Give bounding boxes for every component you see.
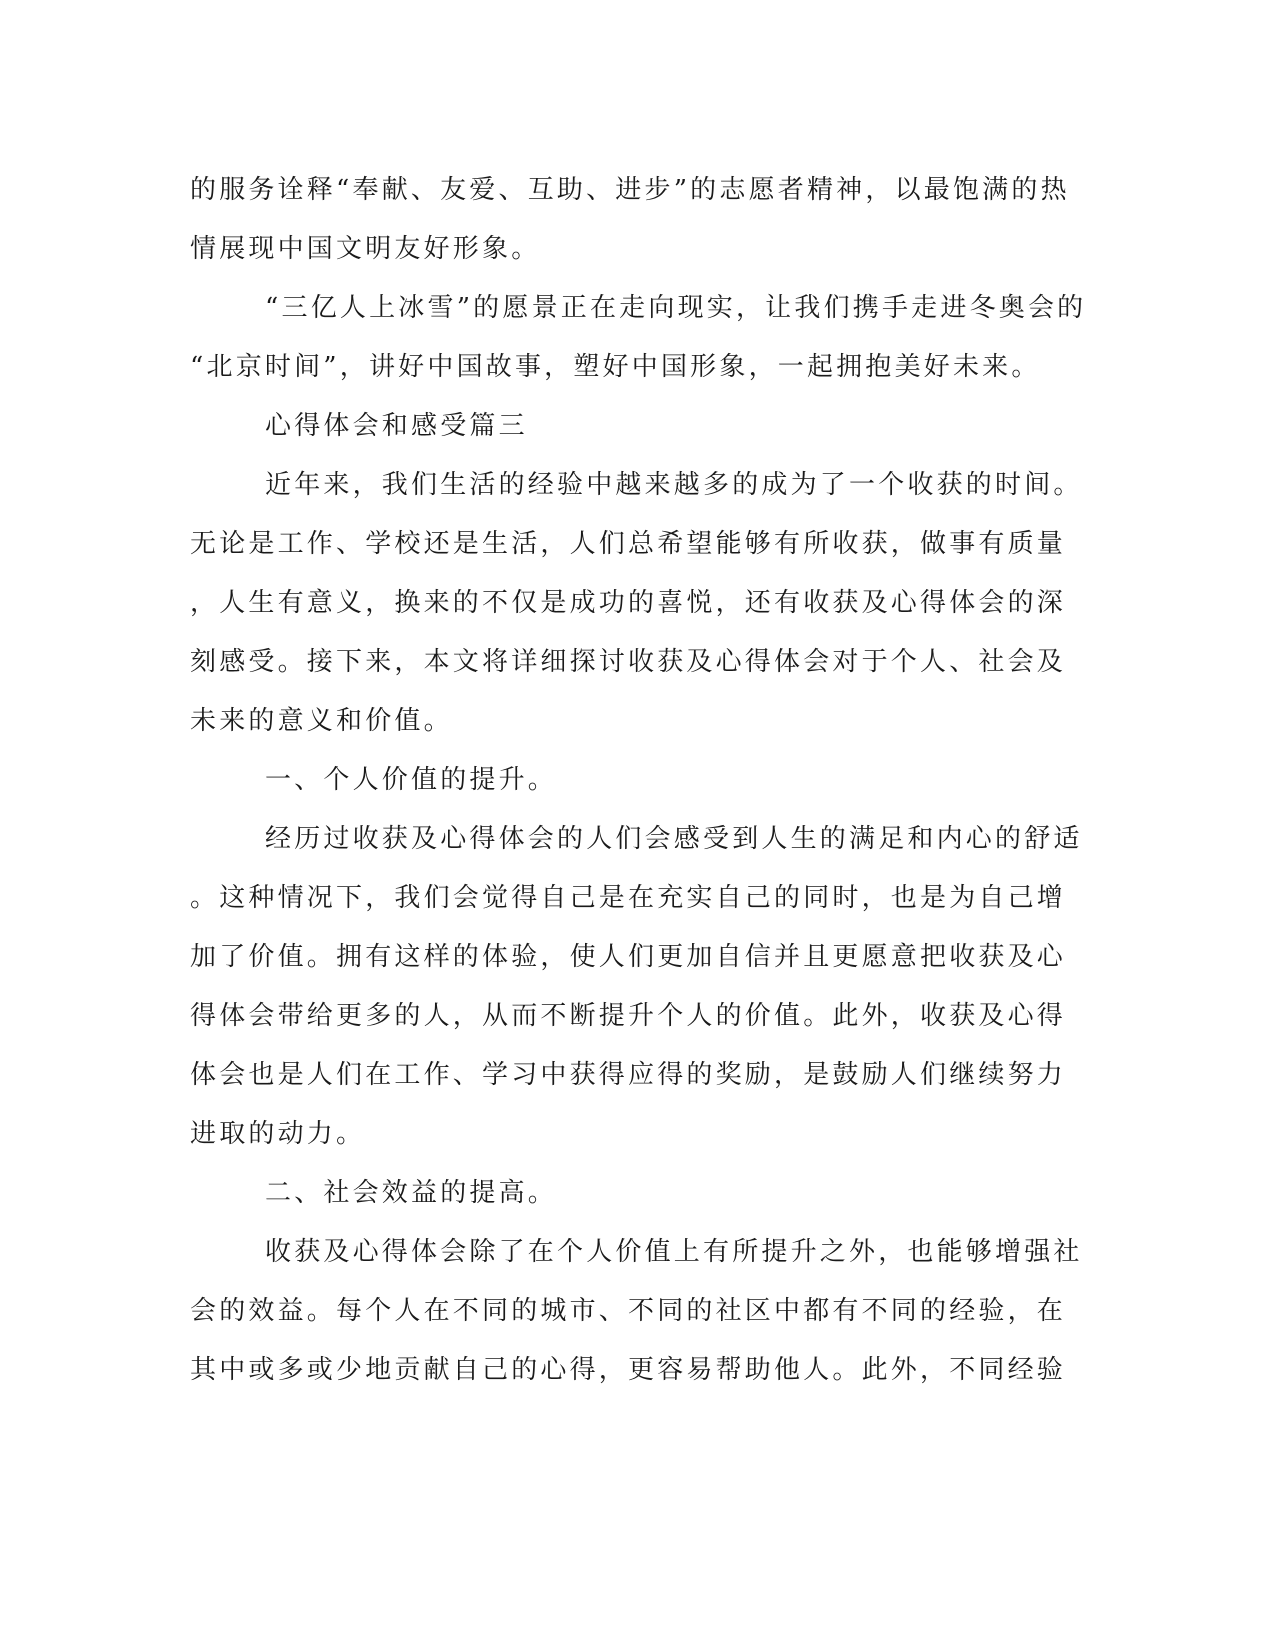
paragraph-start-line: 经历过收获及心得体会的人们会感受到人生的满足和内心的舒适 <box>265 824 1083 854</box>
paragraph-start-line: “三亿人上冰雪”的愿景正在走向现实，让我们携手走进冬奥会的 <box>265 293 1087 323</box>
text-line: 的服务诠释“奉献、友爱、互助、进步”的志愿者精神，以最饱满的热 <box>190 175 1070 205</box>
paragraph-start-line: 近年来，我们生活的经验中越来越多的成为了一个收获的时间。 <box>265 470 1083 500</box>
paragraph-start-line: 收获及心得体会除了在个人价值上有所提升之外，也能够增强社 <box>265 1237 1083 1267</box>
text-line: 无论是工作、学校还是生活，人们总希望能够有所收获，做事有质量 <box>190 529 1067 559</box>
section-heading: 一、个人价值的提升。 <box>265 765 558 795</box>
text-line: 刻感受。接下来，本文将详细探讨收获及心得体会对于个人、社会及 <box>190 647 1067 677</box>
text-line: 进取的动力。 <box>190 1119 366 1149</box>
text-line: “北京时间”，讲好中国故事，塑好中国形象，一起拥抱美好未来。 <box>190 352 1041 382</box>
section-title: 心得体会和感受篇三 <box>265 411 528 441</box>
section-heading: 二、社会效益的提高。 <box>265 1178 558 1208</box>
text-line: 。这种情况下，我们会觉得自己是在充实自己的同时，也是为自己增 <box>190 883 1067 913</box>
text-line: 得体会带给更多的人，从而不断提升个人的价值。此外，收获及心得 <box>190 1001 1067 1031</box>
text-line: 情展现中国文明友好形象。 <box>190 234 541 264</box>
text-line: 体会也是人们在工作、学习中获得应得的奖励，是鼓励人们继续努力 <box>190 1060 1067 1090</box>
text-line: 未来的意义和价值。 <box>190 706 453 736</box>
text-line: 会的效益。每个人在不同的城市、不同的社区中都有不同的经验，在 <box>190 1296 1067 1326</box>
text-line: ，人生有意义，换来的不仅是成功的喜悦，还有收获及心得体会的深 <box>190 588 1067 618</box>
text-line: 其中或多或少地贡献自己的心得，更容易帮助他人。此外，不同经验 <box>190 1355 1067 1385</box>
text-line: 加了价值。拥有这样的体验，使人们更加自信并且更愿意把收获及心 <box>190 942 1067 972</box>
